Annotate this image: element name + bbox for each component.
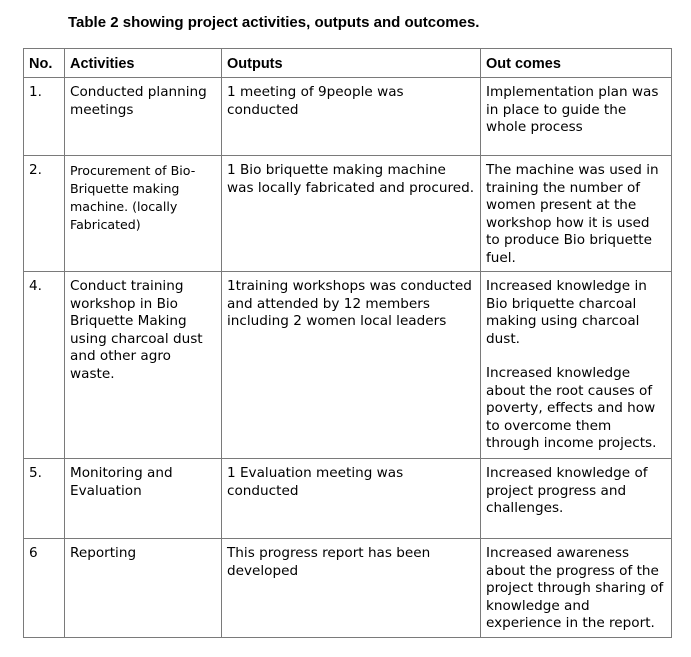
table-row — [24, 539, 672, 638]
outcome-paragraph: Increased knowledge about the root causes of poverty, effects and how to overcome them through income projects. — [486, 365, 657, 451]
activities-table — [23, 48, 672, 638]
table-row — [24, 156, 672, 272]
header-outcomes: Out comes — [481, 49, 672, 78]
row-number: 1. — [24, 78, 65, 156]
header-activities: Activities — [65, 49, 222, 78]
row-number: 2. — [24, 156, 65, 272]
outcome-cell — [481, 272, 672, 459]
output-cell: 1 Bio briquette making machine was locally fabricated and procured. — [222, 156, 481, 272]
activity-cell: Conduct training workshop in Bio Briquette Making using charcoal dust and other agro waste. — [65, 272, 222, 459]
row-number: 4. — [24, 272, 65, 459]
output-cell: 1training workshops was conducted and attended by 12 members including 2 women local leaders — [222, 272, 481, 459]
row-number: 6 — [24, 539, 65, 638]
outcome-paragraph: Increased knowledge in Bio briquette charcoal making using charcoal dust. — [486, 278, 647, 347]
table-row — [24, 78, 672, 156]
outcome-cell: The machine was used in training the number of women present at the workshop how it is used to produce Bio briquette fuel. — [481, 156, 672, 272]
header-outputs: Outputs — [222, 49, 481, 78]
activity-cell: Conducted planning meetings — [65, 78, 222, 156]
row-number: 5. — [24, 459, 65, 539]
header-row — [24, 49, 672, 78]
header-no: No. — [24, 49, 65, 78]
outcome-cell: Increased knowledge of project progress and challenges. — [481, 459, 672, 539]
output-cell: 1 meeting of 9people was conducted — [222, 78, 481, 156]
output-cell: 1 Evaluation meeting was conducted — [222, 459, 481, 539]
output-cell: This progress report has been developed — [222, 539, 481, 638]
table-row — [24, 459, 672, 539]
outcome-cell: Increased awareness about the progress of the project through sharing of knowledge and experience in the report. — [481, 539, 672, 638]
activity-cell: Procurement of Bio-Briquette making machine. (locally Fabricated) — [65, 156, 222, 272]
table-caption: Table 2 showing project activities, outputs and outcomes. — [68, 14, 480, 31]
activity-cell: Reporting — [65, 539, 222, 638]
activity-cell: Monitoring and Evaluation — [65, 459, 222, 539]
outcome-cell: Implementation plan was in place to guide the whole process — [481, 78, 672, 156]
table-row — [24, 272, 672, 459]
